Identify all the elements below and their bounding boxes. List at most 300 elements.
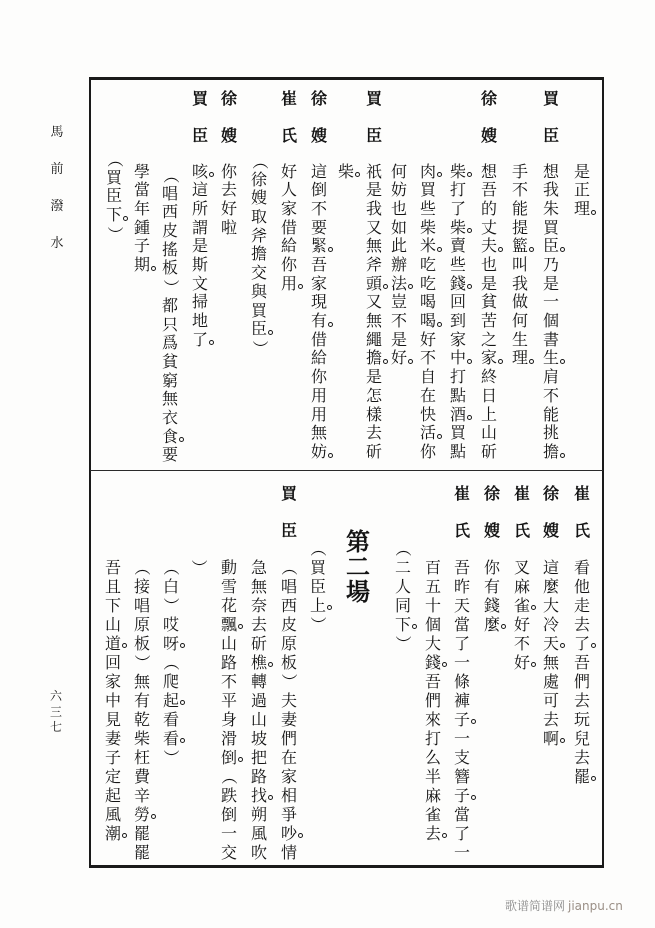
character-glyph: 呀 bbox=[162, 634, 180, 653]
character-glyph: 活 bbox=[419, 424, 437, 443]
punctuation-circle bbox=[437, 434, 442, 439]
character-glyph: 勞 bbox=[133, 805, 151, 824]
character-glyph: 斫 bbox=[250, 633, 267, 653]
character-glyph: 路 bbox=[250, 766, 267, 786]
character-glyph: 去 bbox=[250, 614, 267, 634]
character-glyph: 山 bbox=[250, 709, 267, 729]
character-glyph: ） bbox=[308, 615, 328, 633]
character-glyph: 樵 bbox=[250, 653, 268, 672]
character-glyph: 樣 bbox=[365, 404, 382, 424]
character-glyph: ） bbox=[279, 672, 299, 690]
character-glyph: 唱 bbox=[133, 595, 150, 615]
character-glyph: 何 bbox=[511, 311, 528, 331]
character-glyph: 也 bbox=[480, 255, 497, 275]
character-glyph: 玩 bbox=[573, 709, 590, 729]
character-glyph: 道 bbox=[104, 634, 122, 653]
character-glyph: 是 bbox=[390, 329, 407, 349]
character-glyph: 白 bbox=[162, 576, 179, 596]
character-glyph: 氏 bbox=[513, 520, 530, 540]
character-glyph: 吾 bbox=[480, 180, 497, 200]
character-glyph: 肩 bbox=[542, 367, 559, 387]
character-glyph: 是 bbox=[191, 236, 208, 256]
character-glyph: 嫂 bbox=[480, 125, 497, 145]
character-glyph: 自 bbox=[419, 367, 436, 387]
character-glyph: 嫂 bbox=[250, 188, 267, 208]
character-glyph: 板 bbox=[133, 633, 150, 653]
character-glyph: 衣 bbox=[161, 407, 178, 427]
character-glyph: 一 bbox=[453, 728, 470, 748]
character-glyph: 辦 bbox=[390, 255, 407, 275]
character-glyph: 酒 bbox=[449, 406, 467, 425]
character-glyph: ） bbox=[132, 653, 152, 671]
character-glyph: 飄 bbox=[220, 615, 238, 634]
section-divider bbox=[90, 470, 603, 471]
character-glyph: 山 bbox=[480, 423, 497, 443]
character-glyph: （ bbox=[161, 558, 181, 576]
character-glyph: 起 bbox=[162, 691, 180, 710]
dialogue-column bbox=[511, 163, 529, 369]
character-glyph: 又 bbox=[365, 217, 382, 237]
character-glyph: 交 bbox=[220, 842, 237, 862]
character-glyph: 妻 bbox=[280, 709, 297, 729]
character-glyph: 無 bbox=[365, 236, 382, 256]
character-glyph: 吃 bbox=[419, 273, 436, 293]
character-glyph: 罷 bbox=[133, 823, 150, 843]
character-glyph: 擔 bbox=[365, 349, 383, 368]
character-glyph: 動 bbox=[220, 557, 237, 577]
dialogue-column bbox=[280, 163, 298, 294]
character-glyph: 書 bbox=[542, 329, 559, 349]
character-glyph: 倒 bbox=[310, 180, 327, 200]
character-glyph: （ bbox=[105, 151, 125, 168]
character-glyph: 要 bbox=[161, 445, 178, 465]
character-glyph: （ bbox=[250, 153, 270, 170]
character-glyph: 做 bbox=[511, 292, 528, 312]
speaker-label bbox=[513, 475, 531, 549]
character-glyph: 夫 bbox=[480, 237, 498, 256]
character-glyph: 不 bbox=[390, 311, 407, 331]
character-glyph: 理 bbox=[511, 349, 529, 368]
character-glyph: 家 bbox=[480, 349, 498, 368]
character-glyph: （ bbox=[393, 539, 413, 557]
character-glyph: 百 bbox=[424, 557, 441, 577]
character-glyph: 斯 bbox=[191, 255, 208, 275]
character-glyph: 快 bbox=[419, 404, 436, 424]
character-glyph: 山 bbox=[104, 614, 121, 634]
character-glyph: 斫 bbox=[365, 441, 382, 461]
stage-direction bbox=[394, 539, 412, 653]
punctuation-circle bbox=[123, 216, 128, 221]
character-glyph: 文 bbox=[191, 273, 208, 293]
character-glyph: 皮 bbox=[280, 614, 297, 634]
character-glyph: 買 bbox=[449, 423, 466, 443]
character-glyph: 喝 bbox=[419, 312, 437, 331]
sung-lyric-column bbox=[133, 163, 151, 275]
punctuation-circle bbox=[151, 266, 156, 271]
character-glyph: 花 bbox=[220, 595, 237, 615]
character-glyph: 子 bbox=[453, 710, 471, 729]
character-glyph: 妨 bbox=[390, 180, 407, 200]
character-glyph: 了 bbox=[453, 823, 470, 843]
character-glyph: 簪 bbox=[453, 766, 470, 786]
character-glyph: 正 bbox=[573, 180, 590, 200]
character-glyph: 二 bbox=[346, 552, 370, 581]
character-glyph: 徐 bbox=[480, 88, 497, 108]
character-glyph: 柴 bbox=[133, 728, 150, 748]
character-glyph: （ bbox=[132, 558, 152, 576]
character-glyph: 三 bbox=[49, 704, 62, 719]
character-glyph: 下 bbox=[105, 206, 123, 225]
character-glyph: 中 bbox=[104, 690, 121, 710]
character-glyph: 你 bbox=[280, 255, 297, 275]
character-glyph: 擔 bbox=[542, 443, 560, 462]
character-glyph: 跌 bbox=[220, 785, 237, 805]
character-glyph: 這 bbox=[542, 557, 559, 577]
character-glyph: 一 bbox=[453, 652, 470, 672]
character-glyph: 錢 bbox=[483, 595, 500, 615]
character-glyph: 之 bbox=[480, 329, 497, 349]
character-glyph: 給 bbox=[280, 236, 297, 256]
character-glyph: 要 bbox=[310, 217, 327, 237]
character-glyph: 在 bbox=[280, 747, 297, 767]
character-glyph: 緊 bbox=[310, 237, 328, 256]
character-glyph: 看 bbox=[162, 709, 179, 729]
character-glyph: 乾 bbox=[133, 709, 150, 729]
character-glyph: 肉 bbox=[419, 163, 437, 182]
character-glyph: 地 bbox=[191, 311, 208, 331]
character-glyph: 定 bbox=[104, 766, 121, 786]
character-glyph: 原 bbox=[133, 614, 150, 634]
sung-lyric-column bbox=[220, 558, 238, 862]
character-glyph: 臣 bbox=[250, 320, 268, 339]
character-glyph: 吹 bbox=[250, 842, 267, 862]
character-glyph: 人 bbox=[280, 180, 297, 200]
character-glyph: 好 bbox=[390, 349, 408, 368]
stage-direction bbox=[190, 558, 208, 577]
character-glyph: 回 bbox=[104, 652, 121, 672]
sung-lyric-column bbox=[104, 558, 122, 843]
character-glyph: 好 bbox=[513, 653, 531, 672]
character-glyph: 相 bbox=[280, 785, 297, 805]
punctuation-circle bbox=[328, 453, 333, 458]
stage-direction bbox=[250, 152, 268, 358]
character-glyph: 去 bbox=[573, 690, 590, 710]
character-glyph: 米 bbox=[419, 237, 437, 256]
spoken-line-column bbox=[162, 558, 180, 767]
character-glyph: 崔 bbox=[453, 483, 470, 503]
character-glyph: 去 bbox=[573, 614, 590, 634]
character-glyph: 妻 bbox=[104, 728, 121, 748]
character-glyph: 臣 bbox=[191, 125, 208, 145]
character-glyph: 板 bbox=[161, 258, 178, 278]
character-glyph: 在 bbox=[419, 385, 436, 405]
character-glyph: （ bbox=[279, 558, 299, 576]
watermark-site-name: 歌谱简谱网 bbox=[505, 899, 566, 913]
character-glyph: 挑 bbox=[542, 423, 559, 443]
character-glyph: 借 bbox=[310, 329, 327, 349]
character-glyph: 臣 bbox=[105, 186, 122, 206]
character-glyph: 無 bbox=[250, 576, 267, 596]
character-glyph: 當 bbox=[453, 804, 470, 824]
character-glyph: 氏 bbox=[453, 520, 470, 540]
character-glyph: 打 bbox=[449, 180, 466, 200]
character-glyph: 滑 bbox=[220, 728, 237, 748]
character-glyph: 所 bbox=[191, 198, 208, 218]
character-glyph: 潑 bbox=[50, 198, 64, 214]
character-glyph: 崔 bbox=[513, 483, 530, 503]
dialogue-column bbox=[453, 558, 471, 862]
character-glyph: 是 bbox=[365, 180, 382, 200]
speaker-label bbox=[542, 475, 560, 549]
character-glyph: 朱 bbox=[542, 198, 559, 218]
character-glyph: 吾 bbox=[310, 255, 327, 275]
character-glyph: 好 bbox=[280, 161, 297, 181]
character-glyph: 又 bbox=[365, 292, 382, 312]
character-glyph: 用 bbox=[310, 385, 327, 405]
speaker-label bbox=[453, 475, 471, 549]
character-glyph: 麻 bbox=[424, 785, 441, 805]
character-glyph: 臣 bbox=[365, 125, 382, 145]
character-glyph: 叫 bbox=[511, 255, 528, 275]
sung-lyric-column bbox=[161, 166, 179, 465]
character-glyph: 身 bbox=[220, 709, 237, 729]
character-glyph: 臣 bbox=[309, 576, 326, 596]
watermark bbox=[505, 897, 623, 914]
character-glyph: 半 bbox=[424, 766, 441, 786]
speaker-label bbox=[280, 80, 298, 154]
character-glyph: 有 bbox=[483, 576, 500, 596]
character-glyph: 借 bbox=[280, 217, 297, 237]
character-glyph: 斫 bbox=[480, 441, 497, 461]
character-glyph: 看 bbox=[573, 557, 590, 577]
character-glyph: 無 bbox=[310, 423, 327, 443]
character-glyph: 水 bbox=[50, 235, 64, 251]
character-glyph: 掃 bbox=[191, 292, 208, 312]
character-glyph: 是 bbox=[542, 273, 559, 293]
character-glyph: 路 bbox=[220, 652, 237, 672]
character-glyph: 走 bbox=[573, 595, 590, 615]
character-glyph: 西 bbox=[161, 202, 178, 222]
character-glyph: 貧 bbox=[161, 351, 178, 371]
character-glyph: 好 bbox=[220, 198, 237, 218]
stage-direction bbox=[105, 150, 123, 243]
character-glyph: 家 bbox=[280, 766, 297, 786]
character-glyph: ） bbox=[161, 279, 181, 296]
character-glyph: 手 bbox=[511, 161, 528, 181]
character-glyph: 大 bbox=[424, 633, 441, 653]
character-glyph: 嫂 bbox=[483, 520, 500, 540]
character-glyph: 不 bbox=[220, 671, 237, 691]
character-glyph: 喝 bbox=[419, 292, 436, 312]
character-glyph: 點 bbox=[449, 385, 466, 405]
character-glyph: 去 bbox=[365, 423, 382, 443]
character-glyph: 年 bbox=[133, 198, 150, 218]
character-glyph: 唱 bbox=[280, 576, 297, 596]
character-glyph: 你 bbox=[310, 367, 327, 387]
character-glyph: 倒 bbox=[220, 748, 238, 767]
character-glyph: 一 bbox=[542, 292, 559, 312]
character-glyph: 徐 bbox=[220, 88, 237, 108]
character-glyph: 點 bbox=[449, 441, 466, 461]
character-glyph: 嫂 bbox=[310, 125, 327, 145]
character-glyph: 可 bbox=[542, 690, 559, 710]
character-glyph: 徐 bbox=[483, 483, 500, 503]
character-glyph: 錢 bbox=[424, 653, 442, 672]
dialogue-column bbox=[483, 558, 501, 634]
character-glyph: 雀 bbox=[513, 596, 531, 615]
character-glyph: 是 bbox=[365, 367, 382, 387]
character-glyph: 你 bbox=[220, 161, 237, 181]
punctuation-circle bbox=[591, 210, 596, 215]
character-glyph: 山 bbox=[220, 633, 237, 653]
character-glyph: 同 bbox=[394, 595, 411, 615]
character-glyph: 兒 bbox=[573, 728, 590, 748]
character-glyph: 馬 bbox=[50, 124, 64, 140]
dialogue-column bbox=[449, 163, 467, 462]
character-glyph: 下 bbox=[104, 595, 121, 615]
character-glyph: 咳 bbox=[191, 163, 209, 182]
character-glyph: 坡 bbox=[250, 728, 267, 748]
character-glyph: 急 bbox=[250, 557, 267, 577]
character-glyph: 中 bbox=[449, 349, 467, 368]
character-glyph: 臣 bbox=[280, 520, 297, 540]
character-glyph: 吾 bbox=[104, 557, 121, 577]
character-glyph: 朔 bbox=[250, 804, 267, 824]
character-glyph: 無 bbox=[542, 652, 559, 672]
character-glyph: 謂 bbox=[191, 217, 208, 237]
character-glyph: 乃 bbox=[542, 255, 559, 275]
character-glyph: 了 bbox=[191, 331, 209, 350]
character-glyph: ） bbox=[161, 596, 181, 614]
character-glyph: 辛 bbox=[133, 785, 150, 805]
character-glyph: 一 bbox=[453, 842, 470, 862]
character-glyph: 想 bbox=[542, 161, 559, 181]
character-glyph: 前 bbox=[50, 161, 64, 177]
dialogue-column bbox=[513, 558, 531, 672]
character-glyph: 打 bbox=[449, 367, 466, 387]
speaker-label bbox=[310, 80, 328, 154]
character-glyph: 去 bbox=[424, 824, 442, 843]
character-glyph: 用 bbox=[280, 275, 298, 294]
character-glyph: 無 bbox=[365, 311, 382, 331]
character-glyph: 好 bbox=[419, 329, 436, 349]
character-glyph: 子 bbox=[104, 747, 121, 767]
character-glyph: 提 bbox=[511, 217, 528, 237]
character-glyph: 吾 bbox=[453, 557, 470, 577]
character-glyph: ） bbox=[250, 340, 270, 357]
dialogue-column bbox=[310, 163, 328, 462]
character-glyph: 是 bbox=[573, 161, 590, 181]
character-glyph: 雀 bbox=[424, 804, 441, 824]
character-glyph: 接 bbox=[133, 576, 150, 596]
character-glyph: 生 bbox=[511, 329, 528, 349]
character-glyph: 徐 bbox=[310, 88, 327, 108]
page-number bbox=[47, 689, 65, 736]
character-glyph: 轉 bbox=[250, 671, 267, 691]
character-glyph: 麻 bbox=[513, 576, 530, 596]
dialogue-column bbox=[542, 163, 560, 462]
running-title bbox=[48, 114, 66, 262]
character-glyph: 賣 bbox=[449, 236, 466, 256]
speaker-label bbox=[220, 80, 238, 154]
character-glyph: 的 bbox=[480, 198, 497, 218]
character-glyph: 風 bbox=[250, 823, 267, 843]
character-glyph: 嫂 bbox=[220, 125, 237, 145]
character-glyph: 柴 bbox=[449, 163, 467, 182]
character-glyph: 擔 bbox=[250, 244, 267, 264]
character-glyph: 你 bbox=[483, 557, 500, 577]
character-glyph: 祇 bbox=[365, 161, 382, 181]
character-glyph: 支 bbox=[453, 747, 470, 767]
character-glyph: 給 bbox=[310, 348, 327, 368]
character-glyph: 何 bbox=[390, 161, 407, 181]
character-glyph: 氏 bbox=[573, 520, 590, 540]
character-glyph: 柴 bbox=[419, 217, 436, 237]
character-glyph: 六 bbox=[49, 689, 62, 703]
character-glyph: 當 bbox=[453, 614, 470, 634]
character-glyph: 去 bbox=[220, 180, 237, 200]
character-glyph: 吵 bbox=[280, 824, 298, 843]
character-glyph: 們 bbox=[280, 728, 297, 748]
character-glyph: 當 bbox=[133, 180, 150, 200]
speaker-label bbox=[542, 80, 560, 154]
character-glyph: 氏 bbox=[280, 125, 297, 145]
dialogue-column bbox=[337, 163, 355, 182]
stage-direction bbox=[309, 539, 327, 634]
punctuation-circle bbox=[268, 330, 273, 335]
character-glyph: 起 bbox=[104, 785, 121, 805]
character-glyph: 都 bbox=[161, 295, 178, 315]
character-glyph: 奈 bbox=[250, 595, 267, 615]
character-glyph: 窮 bbox=[161, 370, 178, 390]
character-glyph: 豈 bbox=[390, 292, 407, 312]
character-glyph: 柴 bbox=[337, 163, 355, 182]
character-glyph: 丈 bbox=[480, 217, 497, 237]
scene-heading bbox=[345, 529, 371, 604]
character-glyph: 無 bbox=[161, 389, 178, 409]
character-glyph: 崔 bbox=[280, 88, 297, 108]
character-glyph: 能 bbox=[542, 404, 559, 424]
character-glyph: 我 bbox=[542, 180, 559, 200]
character-glyph: 處 bbox=[542, 671, 559, 691]
character-glyph: 不 bbox=[310, 198, 327, 218]
character-glyph: 嫂 bbox=[542, 520, 559, 540]
character-glyph: 下 bbox=[394, 615, 412, 634]
character-glyph: 板 bbox=[280, 652, 297, 672]
character-glyph: 來 bbox=[424, 709, 441, 729]
character-glyph: ） bbox=[161, 748, 181, 766]
character-glyph: 上 bbox=[309, 596, 327, 615]
character-glyph: 麼 bbox=[542, 576, 559, 596]
character-glyph: 有 bbox=[133, 690, 150, 710]
character-glyph: 好 bbox=[513, 614, 530, 634]
character-glyph: 斧 bbox=[365, 255, 382, 275]
character-glyph: 爲 bbox=[161, 333, 178, 353]
dialogue-column bbox=[424, 558, 442, 843]
character-glyph: 去 bbox=[542, 709, 559, 729]
dialogue-column bbox=[480, 163, 498, 462]
character-glyph: ） bbox=[393, 634, 413, 652]
character-glyph: 冷 bbox=[542, 614, 559, 634]
dialogue-column bbox=[573, 558, 591, 786]
character-glyph: 無 bbox=[133, 671, 150, 691]
dialogue-column bbox=[365, 163, 383, 462]
character-glyph: 與 bbox=[250, 281, 267, 301]
character-glyph: 不 bbox=[419, 348, 436, 368]
character-glyph: 場 bbox=[346, 577, 370, 606]
character-glyph: 能 bbox=[511, 198, 528, 218]
character-glyph: 昨 bbox=[453, 576, 470, 596]
